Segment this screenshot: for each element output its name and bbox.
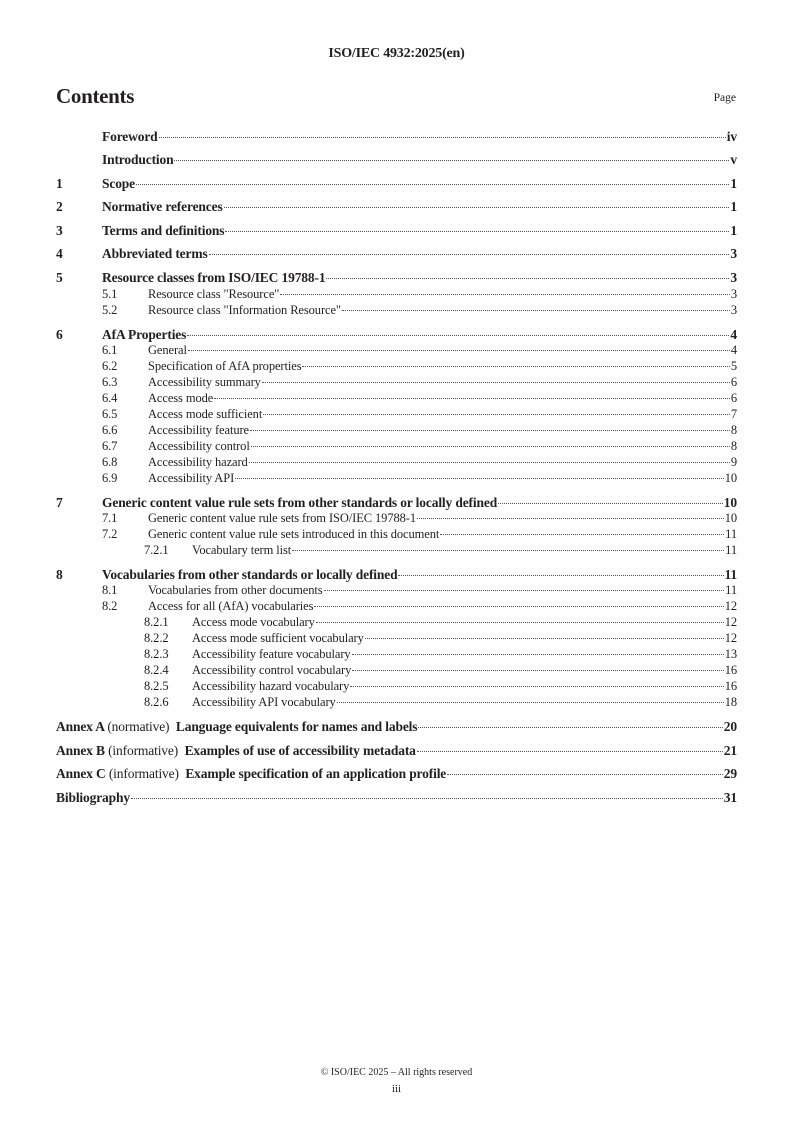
toc-entry-title[interactable]: General: [148, 343, 187, 357]
toc-entry-page[interactable]: 1: [730, 176, 737, 191]
toc-entry-number: 8: [56, 567, 63, 582]
annex-label: Bibliography: [56, 790, 130, 805]
dot-leader: [352, 654, 724, 655]
toc-entry-page[interactable]: 11: [725, 583, 737, 597]
dot-leader: [136, 184, 729, 185]
toc-entry-page[interactable]: 16: [724, 679, 737, 693]
toc-entry[interactable]: [56, 423, 737, 439]
toc-entry-number: 8.2.2: [144, 631, 169, 645]
toc-entry-number: 1: [56, 176, 63, 191]
dot-leader: [263, 414, 730, 415]
toc-entry-number: 5.2: [102, 303, 118, 317]
dot-leader: [131, 798, 723, 799]
toc-entry-page[interactable]: 10: [724, 471, 737, 485]
dot-leader: [316, 622, 724, 623]
toc-entry[interactable]: [56, 631, 737, 647]
dot-leader: [418, 727, 722, 728]
dot-leader: [209, 254, 730, 255]
dot-leader: [350, 686, 723, 687]
toc-entry-number: 7.2.1: [144, 543, 169, 557]
toc-entry-number: 5.1: [102, 287, 118, 301]
dot-leader: [417, 518, 724, 519]
toc-entry-page[interactable]: 31: [723, 790, 737, 805]
toc-entry-title[interactable]: Vocabularies from other standards or locally defined: [102, 567, 398, 582]
annex-qualifier: (informative): [108, 743, 179, 758]
toc-entry[interactable]: [56, 695, 737, 711]
toc-entry[interactable]: [56, 471, 737, 487]
toc-entry[interactable]: [56, 375, 737, 391]
toc-entry-number: 6.3: [102, 375, 118, 389]
toc-entry[interactable]: [56, 270, 737, 286]
toc-entry-page[interactable]: 3: [730, 270, 737, 285]
toc-entry-page[interactable]: 6: [730, 375, 737, 389]
toc-annex-entry[interactable]: [56, 719, 737, 735]
toc-entry-page[interactable]: 12: [724, 599, 737, 613]
toc-entry[interactable]: [56, 407, 737, 423]
annex-label: Annex A: [56, 719, 105, 734]
toc-entry-title[interactable]: Generic content value rule sets introduced in this document: [148, 527, 440, 541]
toc-entry[interactable]: [56, 663, 737, 679]
dot-leader: [235, 478, 724, 479]
toc-entry-title[interactable]: Accessibility API: [148, 471, 235, 485]
dot-leader: [292, 550, 724, 551]
toc-entry-number: 3: [56, 223, 63, 238]
dot-leader: [326, 278, 729, 279]
dot-leader: [249, 462, 730, 463]
toc-entry-title[interactable]: Access mode sufficient vocabulary: [192, 631, 364, 645]
toc-entry-title[interactable]: Terms and definitions: [102, 223, 225, 238]
toc-entry-title[interactable]: Accessibility control: [148, 439, 250, 453]
toc-annex-entry[interactable]: [56, 766, 737, 782]
toc-entry-number: 8.2.1: [144, 615, 169, 629]
toc-entry-title[interactable]: Scope: [102, 176, 136, 191]
toc-entry[interactable]: [56, 527, 737, 543]
toc-entry-page[interactable]: 3: [730, 303, 737, 317]
toc-entry-number: 6.5: [102, 407, 118, 421]
annex-title-group[interactable]: [56, 743, 416, 759]
dot-leader: [365, 638, 724, 639]
toc-entry[interactable]: [56, 359, 737, 375]
toc-entry-title[interactable]: Accessibility control vocabulary: [192, 663, 352, 677]
toc-entry-number: 8.2.3: [144, 647, 169, 661]
dot-leader: [440, 534, 724, 535]
toc-entry-title[interactable]: Access mode sufficient: [148, 407, 263, 421]
toc-annex-entry[interactable]: [56, 790, 737, 806]
dot-leader: [187, 335, 729, 336]
toc-entry-number: 6.1: [102, 343, 118, 357]
annex-title-group[interactable]: [56, 766, 446, 782]
toc-entry-number: 2: [56, 199, 63, 214]
toc-entry[interactable]: [56, 391, 737, 407]
toc-entry-title[interactable]: Resource class "Information Resource": [148, 303, 341, 317]
toc-entry-title[interactable]: Resource classes from ISO/IEC 19788-1: [102, 270, 326, 285]
toc-entry-page[interactable]: 20: [723, 719, 737, 734]
toc-entry[interactable]: [56, 511, 737, 527]
toc-entry-number: 8.2.4: [144, 663, 169, 677]
toc-entry-page[interactable]: iv: [726, 129, 737, 144]
annex-title-group[interactable]: [56, 790, 130, 806]
toc-entry-page[interactable]: 10: [724, 511, 737, 525]
toc-entry-page[interactable]: 12: [724, 631, 737, 645]
toc-entry-number: 6.9: [102, 471, 118, 485]
dot-leader: [342, 310, 730, 311]
toc-entry-page[interactable]: 6: [730, 391, 737, 405]
toc-entry[interactable]: [56, 327, 737, 343]
toc-entry-page[interactable]: 5: [730, 359, 737, 373]
dot-leader: [337, 702, 724, 703]
page-column-label: Page: [713, 92, 736, 104]
toc-entry-page[interactable]: 13: [724, 647, 737, 661]
toc-entry-page[interactable]: 4: [730, 343, 737, 357]
annex-title: Examples of use of accessibility metadata: [184, 743, 416, 758]
toc-entry-title[interactable]: AfA Properties: [102, 327, 187, 342]
toc-entry-page[interactable]: 11: [725, 543, 737, 557]
toc-entry-page[interactable]: 1: [730, 223, 737, 238]
dot-leader: [280, 294, 730, 295]
document-id-header: ISO/IEC 4932:2025(en): [328, 46, 465, 61]
toc-entry-page[interactable]: 16: [724, 663, 737, 677]
toc-entry-number: 6.7: [102, 439, 118, 453]
toc-entry-page[interactable]: 18: [724, 695, 737, 709]
toc-entry-number: 7.2: [102, 527, 118, 541]
toc-entry-title[interactable]: Accessibility feature vocabulary: [192, 647, 351, 661]
dot-leader: [314, 606, 723, 607]
toc-entry[interactable]: [56, 455, 737, 471]
dot-leader: [302, 366, 729, 367]
toc-entry-title[interactable]: Accessibility API vocabulary: [192, 695, 336, 709]
toc-entry[interactable]: [56, 287, 737, 303]
dot-leader: [352, 670, 723, 671]
toc-entry-title[interactable]: Accessibility summary: [148, 375, 261, 389]
toc-entry-title[interactable]: Access mode: [148, 391, 214, 405]
dot-leader: [262, 382, 730, 383]
toc-entry[interactable]: [56, 567, 737, 583]
toc-entry-title[interactable]: Accessibility hazard: [148, 455, 248, 469]
annex-title: Language equivalents for names and labels: [175, 719, 418, 734]
annex-label: Annex B: [56, 743, 105, 758]
toc-entry[interactable]: [56, 599, 737, 615]
toc-entry-title[interactable]: Generic content value rule sets from ISO/IEC 19788-1: [148, 511, 416, 525]
toc-entry-page[interactable]: 1: [730, 199, 737, 214]
toc-entry[interactable]: [56, 303, 737, 319]
toc-entry-title[interactable]: Accessibility feature: [148, 423, 249, 437]
toc-entry-page[interactable]: 29: [723, 766, 737, 781]
toc-entry[interactable]: [56, 583, 737, 599]
copyright-footer: © ISO/IEC 2025 – All rights reserved: [320, 1067, 473, 1078]
toc-entry-title[interactable]: Introduction: [102, 152, 174, 167]
toc-entry-number: 6: [56, 327, 63, 342]
dot-leader: [174, 160, 729, 161]
toc-entry-number: 8.1: [102, 583, 118, 597]
toc-entry-number: 6.6: [102, 423, 118, 437]
toc-entry-page[interactable]: 3: [730, 246, 737, 261]
toc-entry[interactable]: [56, 647, 737, 663]
toc-entry-page[interactable]: 10: [723, 495, 737, 510]
toc-entry-number: 6.2: [102, 359, 118, 373]
toc-entry-page[interactable]: 21: [723, 743, 737, 758]
toc-entry[interactable]: [56, 615, 737, 631]
dot-leader: [417, 751, 723, 752]
contents-heading: Contents: [56, 84, 135, 108]
toc-entry[interactable]: [56, 129, 737, 145]
toc-entry[interactable]: [56, 176, 737, 192]
toc-entry[interactable]: [56, 543, 737, 559]
toc-entry-title[interactable]: Abbreviated terms: [102, 246, 208, 261]
toc-entry[interactable]: [56, 152, 737, 168]
toc-entry-page[interactable]: 9: [730, 455, 737, 469]
toc-entry-number: 7: [56, 495, 63, 510]
toc-entry-number: 5: [56, 270, 63, 285]
dot-leader: [447, 774, 723, 775]
toc-entry-page[interactable]: 8: [730, 439, 737, 453]
annex-title: Example specification of an application profile: [185, 766, 447, 781]
toc-entry-title[interactable]: Normative references: [102, 199, 223, 214]
toc-entry-page[interactable]: 11: [725, 527, 737, 541]
toc-entry[interactable]: [56, 246, 737, 262]
toc-annex-entry[interactable]: [56, 743, 737, 759]
toc-entry-page[interactable]: 11: [724, 567, 737, 582]
toc-entry-number: 7.1: [102, 511, 118, 525]
toc-entry-title[interactable]: Access mode vocabulary: [192, 615, 315, 629]
dot-leader: [324, 590, 725, 591]
toc-entry-number: 8.2: [102, 599, 118, 613]
toc-entry-page[interactable]: 7: [730, 407, 737, 421]
toc-entry-title[interactable]: Access for all (AfA) vocabularies: [148, 599, 314, 613]
toc-entry[interactable]: [56, 199, 737, 215]
dot-leader: [214, 398, 730, 399]
toc-entry-title[interactable]: Foreword: [102, 129, 158, 144]
toc-entry[interactable]: [56, 343, 737, 359]
annex-qualifier: (informative): [108, 766, 179, 781]
toc-entry-title[interactable]: Resource class "Resource": [148, 287, 280, 301]
annex-label: Annex C: [56, 766, 106, 781]
dot-leader: [498, 503, 723, 504]
toc-entry-title[interactable]: Specification of AfA properties: [148, 359, 302, 373]
toc-entry-number: 8.2.6: [144, 695, 169, 709]
annex-title-group[interactable]: [56, 719, 417, 735]
page-number: iii: [391, 1083, 402, 1095]
annex-qualifier: (normative): [107, 719, 170, 734]
dot-leader: [159, 137, 726, 138]
toc-entry-number: 6.8: [102, 455, 118, 469]
dot-leader: [398, 575, 723, 576]
toc-entry-page[interactable]: 12: [724, 615, 737, 629]
toc-entry-title[interactable]: Accessibility hazard vocabulary: [192, 679, 350, 693]
toc-entry-title[interactable]: Vocabulary term list: [192, 543, 292, 557]
toc-entry-number: 4: [56, 246, 63, 261]
toc-entry-title[interactable]: Vocabularies from other documents: [148, 583, 323, 597]
dot-leader: [225, 231, 729, 232]
dot-leader: [250, 430, 730, 431]
dot-leader: [224, 207, 730, 208]
toc-entry-title[interactable]: Generic content value rule sets from other standards or locally defined: [102, 495, 498, 510]
toc-entry[interactable]: [56, 679, 737, 695]
toc-entry-number: 8.2.5: [144, 679, 169, 693]
dot-leader: [251, 446, 730, 447]
toc-entry-number: 6.4: [102, 391, 118, 405]
toc-entry-page[interactable]: 8: [730, 423, 737, 437]
toc-entry[interactable]: [56, 495, 737, 511]
toc-entry-page[interactable]: 3: [730, 287, 737, 301]
dot-leader: [188, 350, 730, 351]
toc-entry[interactable]: [56, 439, 737, 455]
toc-entry-page[interactable]: 4: [730, 327, 737, 342]
toc-entry[interactable]: [56, 223, 737, 239]
toc-entry-page[interactable]: v: [730, 152, 737, 167]
